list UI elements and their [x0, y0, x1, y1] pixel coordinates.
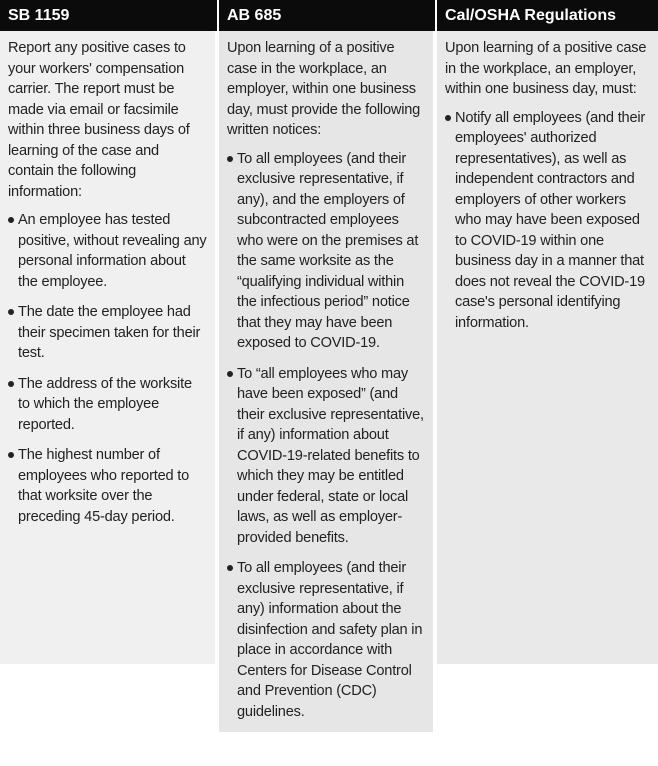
list-item	[227, 364, 425, 549]
bullet-icon	[227, 565, 233, 571]
bullet-icon	[8, 452, 14, 458]
column-header: Cal/OSHA Regulations	[437, 0, 658, 31]
list-item-text: To all employees (and their exclusive representative, if any) information about the disinfection and safety plan in place in accordance with Centers for Disease Control and Prevention (CDC) guidelines.	[237, 560, 423, 720]
column-intro: Upon learning of a positive case in the workplace, an employer, within one business day, must provide the following written notices:	[227, 40, 421, 138]
bullet-icon	[227, 371, 233, 377]
column-intro: Upon learning of a positive case in the workplace, an employer, within one business day, must:	[445, 40, 647, 97]
list-item	[227, 558, 425, 722]
list-item-text: The highest number of employees who reported to that worksite over the preceding 45-day period.	[18, 447, 190, 525]
list-item-text: The date the employee had their specimen taken for their test.	[18, 304, 201, 361]
bullet-list	[445, 108, 650, 334]
list-item-text: To all employees (and their exclusive representative, if any), and the employers of subcontracted employees who were on the premises at the same worksite as the “qualifying individual within the infectious period” notice that they may have been exposed to COVID-19.	[237, 150, 419, 351]
column-header: AB 685	[219, 0, 437, 31]
list-item	[8, 374, 207, 436]
column-ab-685	[219, 0, 437, 720]
list-item	[8, 445, 207, 527]
bullet-icon	[8, 309, 14, 315]
bullet-list	[227, 149, 425, 723]
column-body	[0, 31, 219, 698]
bullet-icon	[8, 381, 14, 387]
column-cal-osha	[437, 0, 658, 698]
list-item	[8, 302, 207, 364]
bullet-icon	[8, 217, 14, 223]
list-item	[227, 149, 425, 354]
bullet-list	[8, 210, 207, 527]
list-item-text: To “all employees who may have been exposed” (and their exclusive representative, if any) information about COVID-19-related benefits to which they may be entitled under federal, state or local laws, as well as employer-provided benefits.	[237, 365, 424, 546]
bullet-icon	[445, 115, 451, 121]
column-sb-1159	[0, 0, 219, 698]
bullet-icon	[227, 156, 233, 162]
list-item	[445, 108, 650, 334]
list-item-text: The address of the worksite to which the employee reported.	[18, 375, 192, 433]
list-item-text: Notify all employees (and their employees' authorized representatives), as well as independent contractors and employers of other workers who may have been exposed to COVID-19 within one business day in a manner that does not reveal the COVID-19 case's personal identifying information.	[455, 109, 646, 331]
column-body	[437, 31, 658, 698]
column-intro: Report any positive cases to your workers' compensation carrier. The report must be made via email or facsimile within three business days of learning of the case and contain the following information:	[8, 40, 190, 200]
column-header: SB 1159	[0, 0, 219, 31]
list-item	[8, 210, 207, 292]
column-body	[219, 31, 437, 766]
list-item-text: An employee has tested positive, without revealing any personal information about the employee.	[18, 212, 207, 290]
